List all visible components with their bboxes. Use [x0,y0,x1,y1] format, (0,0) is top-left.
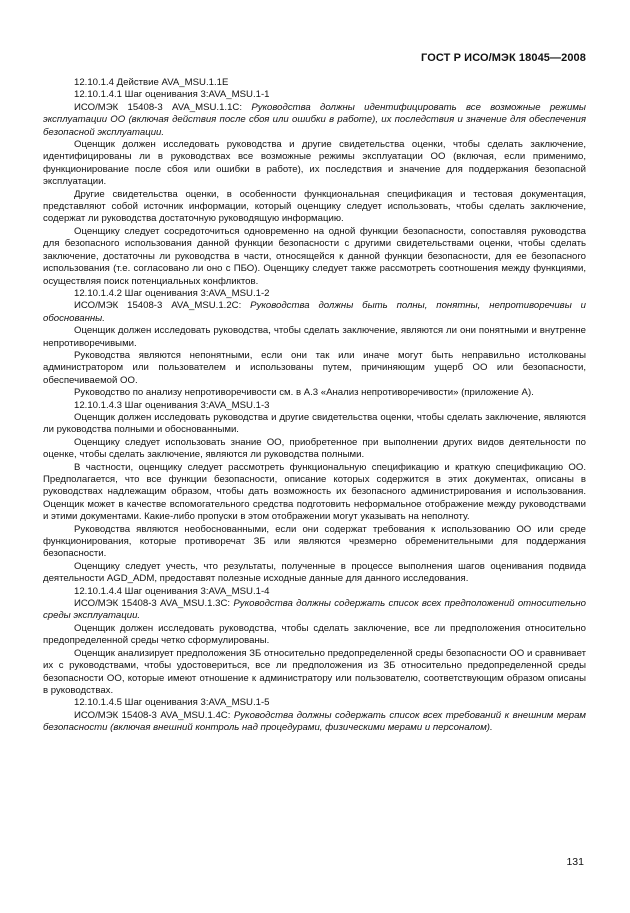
paragraph-text: Руководства являются необоснованными, если они содержат требования к использованию ОО или среде функционирования, которые противоречат ЗБ или являются чрезмерно обременительными для поддержания безопасности. [43,523,586,560]
paragraph [43,189,586,226]
paragraph [43,648,586,698]
paragraph-text: В частности, оценщику следует рассмотреть функциональную спецификацию и краткую спецификацию ОО. Предполагается, что все функции безопасности, описание которых содержится в этих документах, описаны в руководствах надлежащим образом, чтобы дать возможность их безопасного администрирования и использования. Оценщик может в качестве вспомогательного средства подготовить неформальное отображение между руководствами и этими документами. Какие-либо пропуски в этом отображении могут указывать на неполноту. [43,461,586,523]
document-body [43,77,586,735]
paragraph-text: Оценщик должен исследовать руководства, чтобы сделать заключение, все ли предположения относительно предопределенной среды четко сформулированы. [43,622,586,647]
paragraph-text: ИСО/МЭК 15408-3 AVA_MSU.1.4С: [74,709,234,721]
paragraph [43,89,586,101]
paragraph-text: Руководства являются непонятными, если они так или иначе могут быть неправильно истолкованы администратором или пользователем и использованы путем, причиняющим ущерб ОО или безопасности, обеспечиваемой ОО. [43,349,586,386]
paragraph [43,598,586,623]
paragraph [43,350,586,387]
paragraph [43,462,586,524]
requirement-text: Руководства должны содержать список всех предположений относительно среды эксплуатации. [43,598,586,622]
paragraph [43,524,586,561]
paragraph [43,139,586,189]
paragraph-text: 12.10.1.4.3 Шаг оценивания 3:AVA_MSU.1-3 [74,399,270,411]
paragraph [43,561,586,586]
document-header: ГОСТ Р ИСО/МЭК 18045—2008 [421,52,586,64]
paragraph [43,300,586,325]
paragraph-text: 12.10.1.4.4 Шаг оценивания 3:AVA_MSU.1-4 [74,585,270,597]
paragraph-text: Другие свидетельства оценки, в особенности функциональная спецификация и тестовая документация, представляют собой источник информации, который оценщику следует использовать, чтобы сделать заключение, содержат ли руководства достаточную руководящую информацию. [43,188,586,225]
paragraph-text: Оценщик анализирует предположения ЗБ относительно предопределенной среды безопасности ОО и сравнивает их с руководствами, чтобы удостовериться, все ли предположения из ЗБ относительно предопределенной среды безопасности ОО, которые имеют отношение к администратору или пользователю, соответствующим образом описаны в руководствах. [43,647,586,696]
paragraph [43,586,586,598]
paragraph-text: ИСО/МЭК 15408-3 AVA_MSU.1.1С: [74,101,252,113]
paragraph-text: 12.10.1.4.1 Шаг оценивания 3:AVA_MSU.1-1 [74,89,270,101]
requirement-text: Руководства должны быть полны, понятны, непротиворечивы и обоснованны. [43,300,586,324]
paragraph [43,710,586,735]
requirement-text: Руководства должны идентифицировать все возможные режимы эксплуатации ОО (включая действия после сбоя или ошибки в работе), их последствия и значение для обеспечения безопасной эксплуатации. [43,101,586,138]
paragraph [43,697,586,709]
paragraph [43,288,586,300]
paragraph-text: 12.10.1.4.5 Шаг оценивания 3:AVA_MSU.1-5 [74,697,270,709]
paragraph [43,387,586,399]
paragraph-text: Оценщик должен исследовать руководства и другие свидетельства оценки, чтобы сделать заключение, являются ли руководства полными и обоснованными. [43,411,586,436]
requirement-text: Руководства должны содержать список всех требований к внешним мерам безопасности (включая внешний контроль над процедурами, физическими мерами и персоналом). [43,709,586,734]
paragraph-text: 12.10.1.4.2 Шаг оценивания 3:AVA_MSU.1-2 [74,287,270,299]
page-number: 131 [566,856,584,868]
paragraph-text: ИСО/МЭК 15408-3 AVA_MSU.1.3С: [74,598,234,610]
paragraph-text: Оценщик должен исследовать руководства и другие свидетельства оценки, чтобы сделать заключение, идентифицированы ли в руководствах все возможные режимы эксплуатации ОО (включая, если применимо, функционирование после сбоя или ошибки в работе), их последствия и значение для поддержания безопасной эксплуатации. [43,139,586,188]
paragraph [43,77,586,89]
paragraph [43,412,586,437]
paragraph [43,102,586,139]
paragraph-text: Оценщику следует сосредоточиться одновременно на одной функции безопасности, сопоставляя руководства для безопасного использования данной функции безопасности с другими свидетельствами оценки, чтобы сделать заключение, достаточны ли руководства в части, относящейся к данной функции безопасности, для ее безопасного использования (т.е. согласовано ли оно с ПБО). Оценщику следует также рассмотреть соотношения между функциями, осуществляя поиск потенциальных конфликтов. [43,225,586,287]
paragraph [43,400,586,412]
paragraph [43,437,586,462]
paragraph [43,623,586,648]
paragraph-text: ИСО/МЭК 15408-3 AVA_MSU.1.2С: [74,300,251,312]
paragraph-text: Оценщику следует учесть, что результаты, полученные в процессе выполнения шагов оценивания подвида деятельности AGD_ADM, предоставят полезные исходные данные для данного исследования. [43,560,586,585]
paragraph-text: Оценщику следует использовать знание ОО, приобретенное при выполнении других видов деятельности по оценке, чтобы сделать заключение, являются ли руководства полными. [43,436,586,461]
paragraph [43,226,586,288]
paragraph-text: 12.10.1.4 Действие AVA_MSU.1.1E [74,77,229,88]
paragraph [43,325,586,350]
paragraph-text: Руководство по анализу непротиворечивости см. в А.3 «Анализ непротиворечивости» (приложение А). [74,387,534,399]
paragraph-text: Оценщик должен исследовать руководства, чтобы сделать заключение, являются ли они понятными и внутренне непротиворечивыми. [43,325,586,349]
